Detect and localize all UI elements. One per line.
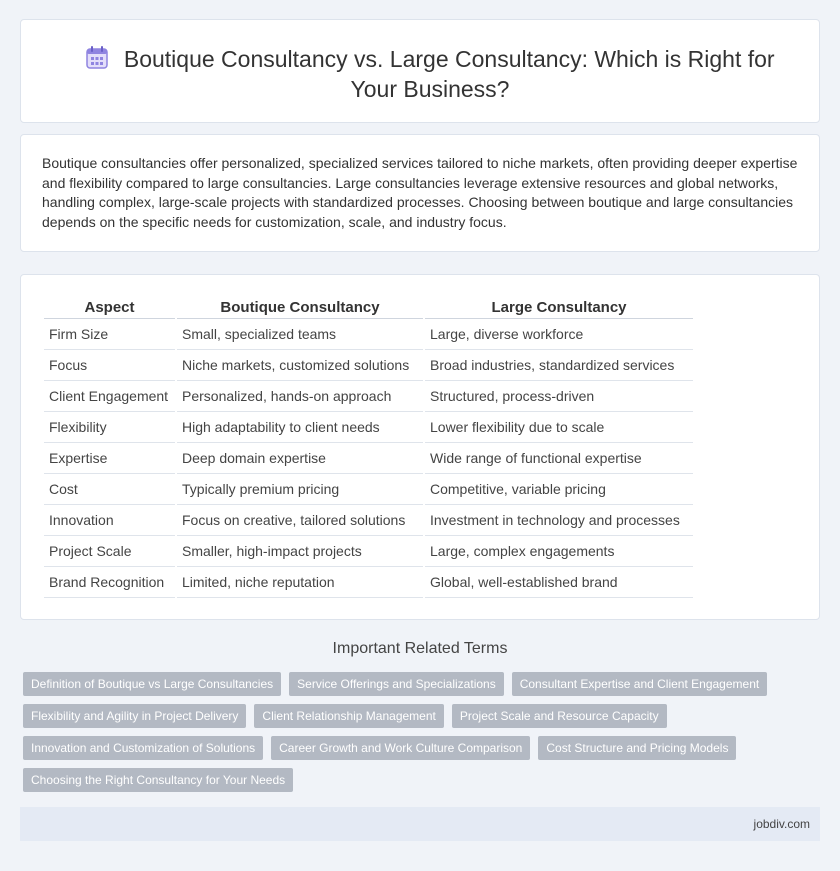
footer-site-link[interactable]: jobdiv.com bbox=[753, 817, 810, 831]
cell-large: Broad industries, standardized services bbox=[425, 350, 693, 381]
summary-card bbox=[20, 134, 820, 252]
related-terms-title: Important Related Terms bbox=[332, 640, 508, 657]
cell-boutique: Smaller, high-impact projects bbox=[177, 536, 423, 567]
cell-aspect: Firm Size bbox=[44, 319, 175, 350]
header-card bbox=[20, 19, 820, 123]
summary-text: Boutique consultancies offer personalized, specialized services tailored to niche markets, often providing deeper expertise and flexibility compared to large consultancies. Large consultancies leverage extensive resources and global networks, handling complex, large-scale projects with standardized processes. Choosing between boutique and large consultancies depends on the specific needs for customization, scale, and industry focus. bbox=[42, 155, 798, 230]
related-term-tag[interactable]: Choosing the Right Consultancy for Your Needs bbox=[23, 768, 293, 792]
table-row bbox=[44, 443, 693, 474]
related-term-tag[interactable]: Innovation and Customization of Solutions bbox=[23, 736, 263, 760]
cell-aspect: Flexibility bbox=[44, 412, 175, 443]
cell-aspect: Expertise bbox=[44, 443, 175, 474]
cell-boutique: Niche markets, customized solutions bbox=[177, 350, 423, 381]
related-term-tag[interactable]: Project Scale and Resource Capacity bbox=[452, 704, 667, 728]
cell-large: Lower flexibility due to scale bbox=[425, 412, 693, 443]
related-term-tag[interactable]: Cost Structure and Pricing Models bbox=[538, 736, 736, 760]
comparison-table bbox=[42, 297, 695, 598]
cell-boutique: Deep domain expertise bbox=[177, 443, 423, 474]
page-title: Boutique Consultancy vs. Large Consultancy: Which is Right for Your Business? bbox=[123, 46, 775, 102]
header-large: Large Consultancy bbox=[425, 297, 693, 319]
cell-aspect: Cost bbox=[44, 474, 175, 505]
footer bbox=[20, 807, 820, 841]
related-term-tag[interactable]: Client Relationship Management bbox=[254, 704, 443, 728]
table-row bbox=[44, 536, 693, 567]
table-row bbox=[44, 505, 693, 536]
related-term-tag[interactable]: Flexibility and Agility in Project Delivery bbox=[23, 704, 246, 728]
header-aspect: Aspect bbox=[44, 297, 175, 319]
header-boutique: Boutique Consultancy bbox=[177, 297, 423, 319]
calendar-icon bbox=[85, 44, 109, 70]
cell-boutique: Personalized, hands-on approach bbox=[177, 381, 423, 412]
cell-large: Structured, process-driven bbox=[425, 381, 693, 412]
cell-large: Large, complex engagements bbox=[425, 536, 693, 567]
cell-large: Global, well-established brand bbox=[425, 567, 693, 598]
table-header-row bbox=[44, 297, 693, 319]
related-term-tag[interactable]: Service Offerings and Specializations bbox=[289, 672, 504, 696]
related-term-tag[interactable]: Consultant Expertise and Client Engagement bbox=[512, 672, 767, 696]
table-row bbox=[44, 412, 693, 443]
comparison-table-card bbox=[20, 274, 820, 620]
cell-aspect: Brand Recognition bbox=[44, 567, 175, 598]
related-term-tag[interactable]: Definition of Boutique vs Large Consultancies bbox=[23, 672, 281, 696]
cell-boutique: High adaptability to client needs bbox=[177, 412, 423, 443]
title-wrap bbox=[61, 44, 799, 104]
cell-boutique: Limited, niche reputation bbox=[177, 567, 423, 598]
cell-aspect: Client Engagement bbox=[44, 381, 175, 412]
related-term-tag[interactable]: Career Growth and Work Culture Comparison bbox=[271, 736, 530, 760]
cell-aspect: Project Scale bbox=[44, 536, 175, 567]
cell-boutique: Small, specialized teams bbox=[177, 319, 423, 350]
table-row bbox=[44, 474, 693, 505]
cell-boutique: Typically premium pricing bbox=[177, 474, 423, 505]
cell-large: Investment in technology and processes bbox=[425, 505, 693, 536]
cell-aspect: Focus bbox=[44, 350, 175, 381]
table-row bbox=[44, 567, 693, 598]
related-terms-list bbox=[23, 672, 803, 792]
cell-boutique: Focus on creative, tailored solutions bbox=[177, 505, 423, 536]
table-row bbox=[44, 319, 693, 350]
cell-large: Wide range of functional expertise bbox=[425, 443, 693, 474]
table-row bbox=[44, 350, 693, 381]
cell-large: Competitive, variable pricing bbox=[425, 474, 693, 505]
cell-large: Large, diverse workforce bbox=[425, 319, 693, 350]
cell-aspect: Innovation bbox=[44, 505, 175, 536]
table-row bbox=[44, 381, 693, 412]
